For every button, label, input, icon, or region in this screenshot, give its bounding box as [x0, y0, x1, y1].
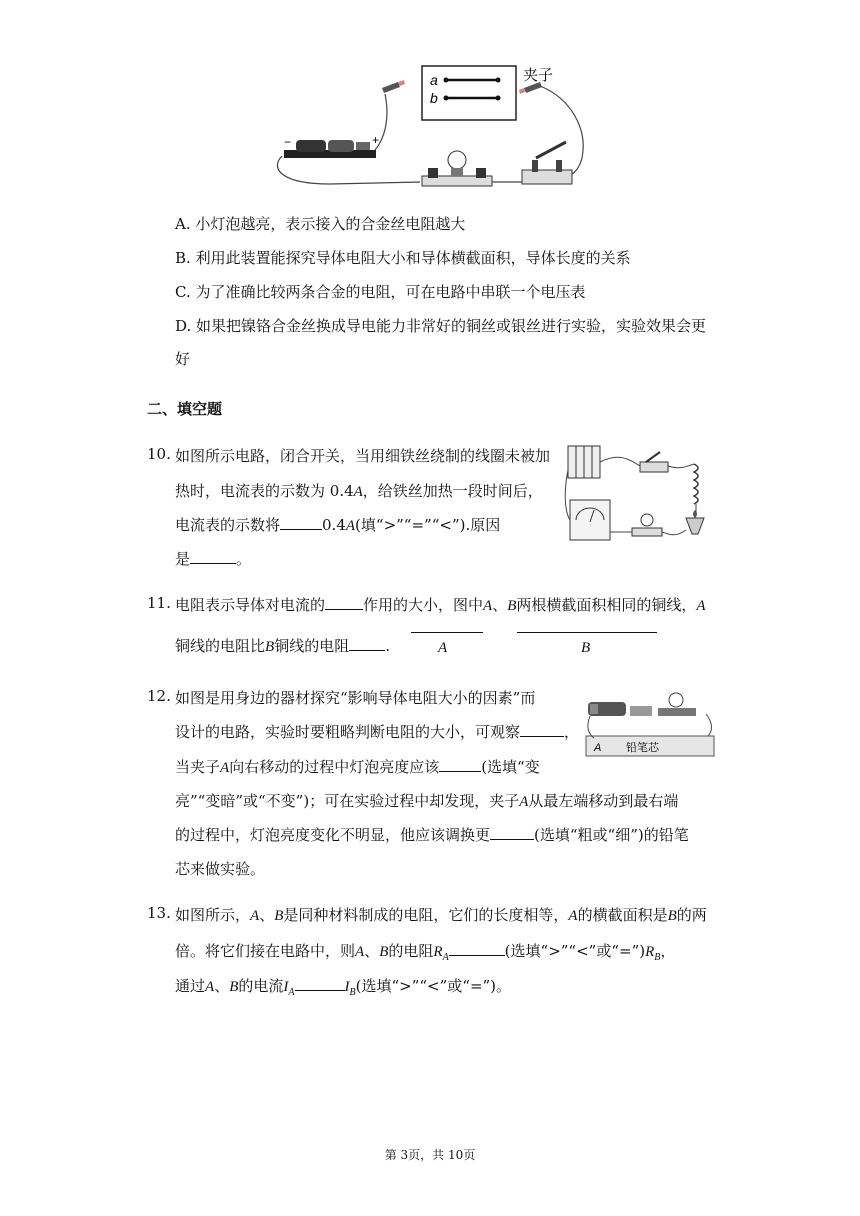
- q11-number: 11.: [147, 594, 171, 612]
- option-c-text: 为了准确比较两条合金的电阻，可在电路中串联一个电压表: [195, 283, 586, 301]
- q12-blank-2[interactable]: [439, 757, 481, 772]
- option-d-letter: D.: [175, 317, 192, 335]
- q12-number: 12.: [147, 687, 171, 705]
- q12-line2: 设计的电路，实验时要粗略判断电阻的大小，可观察 ，: [175, 723, 580, 741]
- q11-blank-1[interactable]: [325, 595, 363, 610]
- option-c: [175, 281, 586, 302]
- option-b-text: 利用此装置能探究导体电阻大小和导体横截面积，导体长度的关系: [195, 249, 631, 267]
- q12-blank-1[interactable]: [520, 722, 564, 737]
- q12-line6: 芯来做实验。: [175, 860, 266, 878]
- option-d: [175, 315, 706, 336]
- q12-blank-3[interactable]: [490, 825, 534, 840]
- q12-line5: 的过程中，灯泡亮度变化不明显，他应该调换更 (选填“粗或“细”)的铅笔: [175, 826, 689, 844]
- q13-line1: 如图所示，A、B是同种材料制成的电阻，它们的长度相等，A的横截面积是B的两: [175, 906, 707, 924]
- q11-line2: 铜线的电阻比B铜线的电阻 .: [175, 637, 390, 655]
- clip-label: 夹子: [523, 67, 554, 84]
- q11-blank-2[interactable]: [349, 636, 385, 651]
- q12-pencil-figure: [580, 680, 720, 760]
- section-title: 二、填空题: [147, 400, 223, 418]
- option-a: [175, 213, 465, 234]
- wire-b-line: [517, 632, 657, 633]
- q10-blank-2[interactable]: [190, 549, 236, 564]
- q10-line2: 热时，电流表的示数为 0.4A，给铁丝加热一段时间后，: [175, 482, 543, 500]
- box-label-b: b: [430, 90, 438, 106]
- q13-number: 13.: [147, 904, 171, 922]
- q10-line4: 是 。: [175, 550, 252, 568]
- q13-blank-1[interactable]: [449, 941, 505, 956]
- q13-line2: 倍。将它们接在电路中，则A、B的电阻$R_A$ (选填“>”“<”或“$=”)R_B$，: [175, 942, 676, 963]
- q12-figure-label-text: 铅笔芯: [626, 742, 659, 754]
- q10-line1: 如图所示电路，闭合开关，当用细铁丝绕制的线圈未被加: [175, 447, 551, 465]
- option-d-cont: 好: [175, 350, 191, 368]
- option-a-letter: A.: [175, 215, 191, 233]
- wire-b-label: B: [581, 640, 591, 656]
- q12-line3: 当夹子A向右移动的过程中灯泡亮度应该 (选填“变: [175, 758, 540, 776]
- q12-line1: 如图是用身边的器材探究“影响导体电阻大小的因素”而: [175, 689, 536, 707]
- page-footer: 第 3页，共 10页: [384, 1148, 476, 1162]
- q11-line1: 电阻表示导体对电流的 作用的大小，图中A、B两根横截面积相同的铜线，A: [175, 596, 706, 614]
- wire-a-label: A: [438, 640, 448, 656]
- box-label-a: a: [430, 72, 438, 88]
- q13-blank-2[interactable]: [295, 976, 345, 991]
- wire-a-line: [411, 632, 483, 633]
- q13-line3: 通过A、B的电流$I_A$ $I_B$(选填“>”“<”或“=”)。: [175, 977, 512, 998]
- option-b-letter: B.: [175, 249, 191, 267]
- q12-line4: 亮”“变暗”或“不变”)；可在实验过程中却发现，夹子A从最左端移动到最右端: [175, 792, 679, 810]
- option-b: [175, 247, 631, 268]
- option-d-text: 如果把镍铬合金丝换成导电能力非常好的铜丝或银丝进行实验，实验效果会更: [196, 317, 707, 335]
- battery-minus: −: [284, 135, 292, 149]
- q12-figure-label-a: A: [594, 742, 602, 754]
- apparatus-figure: [270, 58, 590, 190]
- option-c-letter: C.: [175, 283, 191, 301]
- q10-number: 10.: [147, 445, 171, 463]
- q10-blank-1[interactable]: [280, 515, 322, 530]
- q10-line3: 电流表的示数将 0.4A(填“>”“=”“<”).原因: [175, 516, 501, 534]
- option-a-text: 小灯泡越亮，表示接入的合金丝电阻越大: [195, 215, 466, 233]
- battery-plus: +: [372, 133, 380, 147]
- q10-circuit-figure: [560, 440, 720, 550]
